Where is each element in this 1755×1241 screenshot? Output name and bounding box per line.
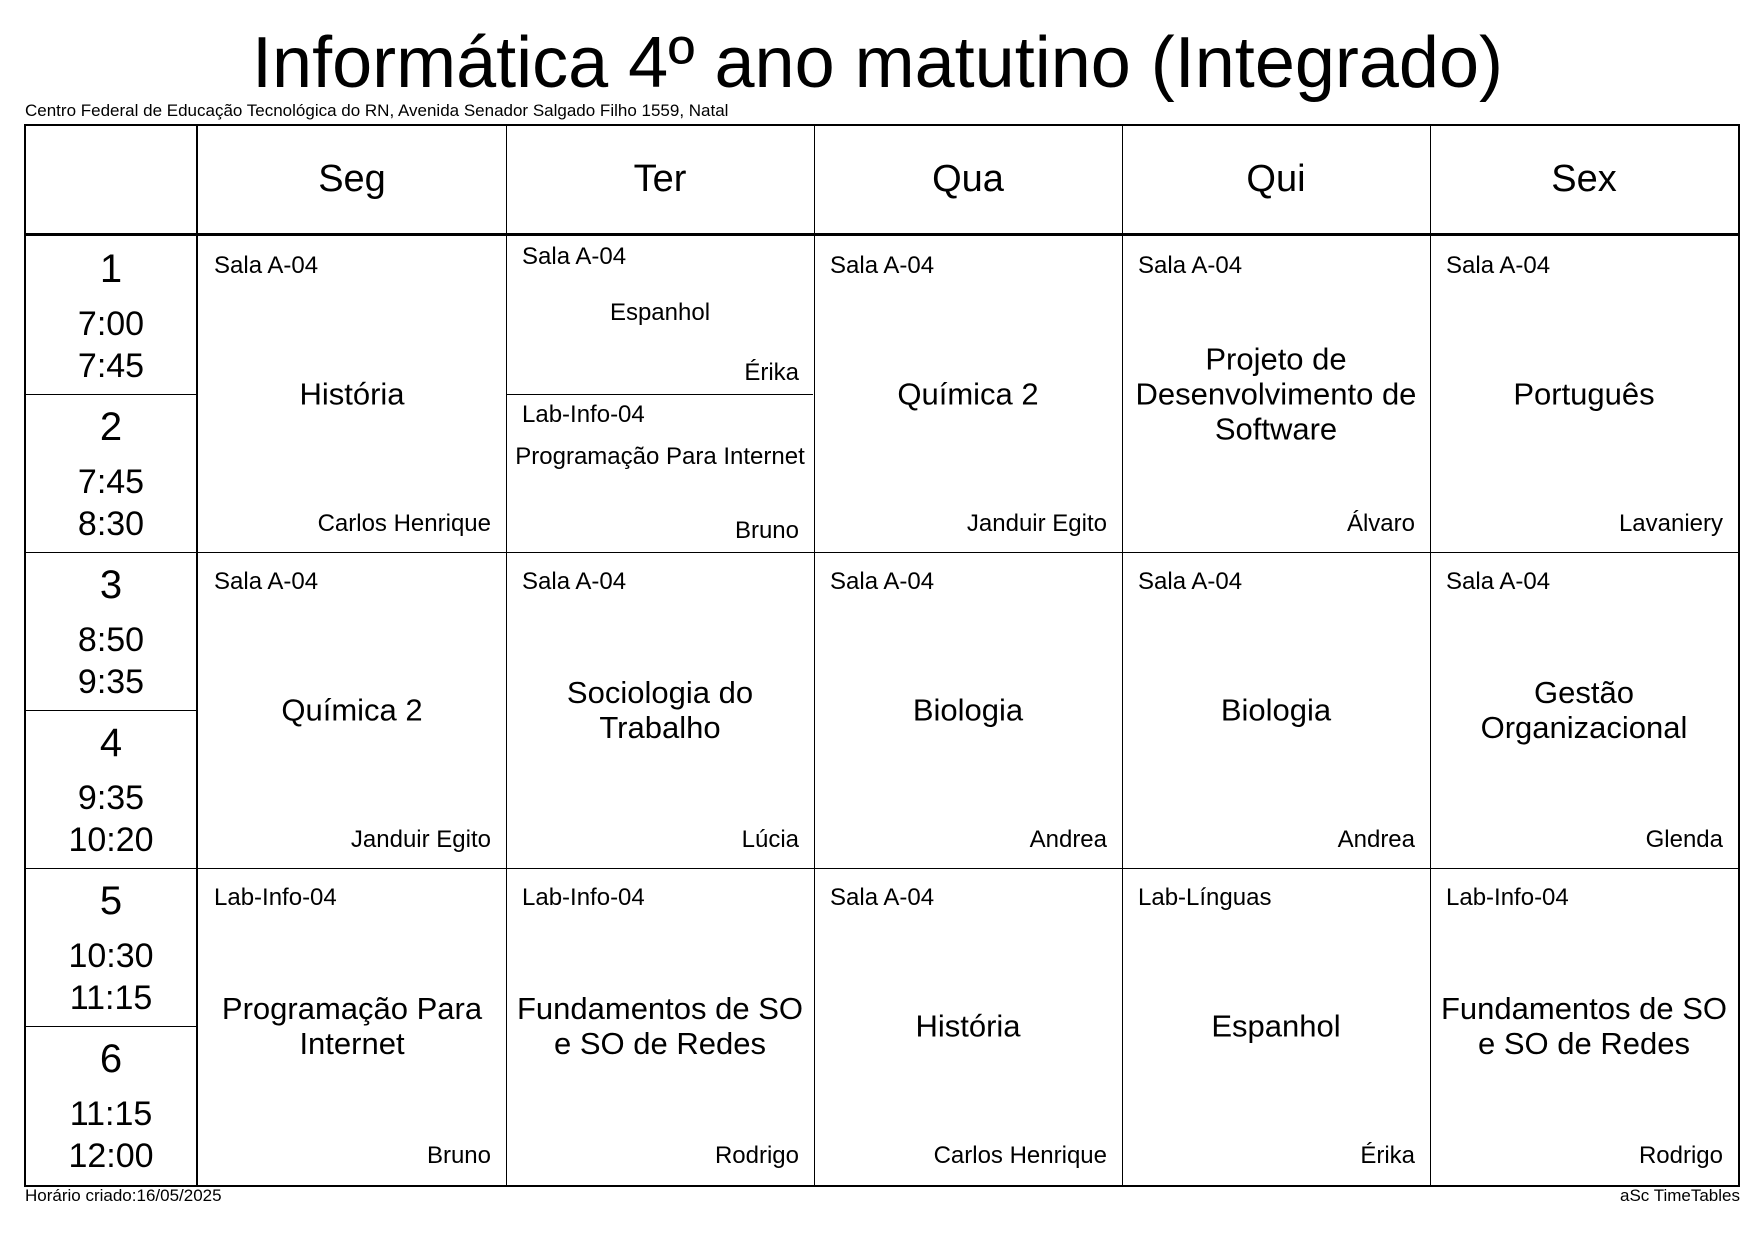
lesson-cell xyxy=(507,395,813,552)
teacher-label: Rodrigo xyxy=(714,1142,799,1169)
lesson-cell xyxy=(815,237,1121,551)
lesson-cell xyxy=(815,869,1121,1183)
period-start-time: 8:50 xyxy=(77,621,145,659)
teacher-label: Carlos Henrique xyxy=(933,1142,1107,1169)
period-label xyxy=(26,394,196,552)
teacher-label: Lúcia xyxy=(741,826,799,853)
lesson-cell xyxy=(1431,553,1737,867)
room-label: Sala A-04 xyxy=(830,252,935,279)
period-end-time: 10:20 xyxy=(68,821,154,859)
period-number: 3 xyxy=(99,563,123,607)
period-label xyxy=(26,710,196,868)
room-label: Sala A-04 xyxy=(830,884,935,911)
day-header-4: Qui xyxy=(1246,158,1306,200)
lesson-cell xyxy=(1123,869,1429,1183)
subject-label: Espanhol xyxy=(1211,1008,1341,1044)
teacher-label: Andrea xyxy=(1029,826,1107,853)
period-label xyxy=(26,552,196,710)
subject-label: Biologia xyxy=(1220,692,1332,728)
subject-label: Espanhol xyxy=(609,299,711,326)
room-label: Lab-Info-04 xyxy=(1446,884,1569,911)
period-end-time: 7:45 xyxy=(77,347,145,385)
subject-label: História xyxy=(915,1008,1021,1044)
lesson-cell xyxy=(507,869,813,1183)
period-number: 2 xyxy=(99,405,123,449)
room-label: Sala A-04 xyxy=(214,568,319,595)
lesson-cell xyxy=(1123,237,1429,551)
teacher-label: Carlos Henrique xyxy=(317,510,491,537)
period-start-time: 7:00 xyxy=(77,305,145,343)
period-end-time: 11:15 xyxy=(69,979,153,1017)
day-header-2: Ter xyxy=(633,158,687,200)
room-label: Sala A-04 xyxy=(1138,568,1243,595)
timetable-grid xyxy=(24,124,1740,1187)
room-label: Lab-Línguas xyxy=(1138,884,1272,911)
teacher-label: Glenda xyxy=(1645,826,1723,853)
period-start-time: 7:45 xyxy=(77,463,145,501)
teacher-label: Rodrigo xyxy=(1638,1142,1723,1169)
lesson-cell xyxy=(1123,553,1429,867)
teacher-label: Bruno xyxy=(734,517,799,544)
room-label: Sala A-04 xyxy=(1446,568,1551,595)
period-number: 6 xyxy=(99,1037,123,1081)
room-label: Sala A-04 xyxy=(214,252,319,279)
lesson-cell xyxy=(199,237,505,551)
subject-label: Projeto de Desenvolvimento de Software xyxy=(1135,341,1417,447)
subject-label: Fundamentos de SO e SO de Redes xyxy=(516,991,804,1061)
lesson-cell xyxy=(1431,869,1737,1183)
lesson-cell xyxy=(507,553,813,867)
lesson-cell xyxy=(199,869,505,1183)
period-label xyxy=(26,1026,196,1184)
period-number: 1 xyxy=(99,247,123,291)
lesson-cell xyxy=(507,237,813,394)
room-label: Sala A-04 xyxy=(522,568,627,595)
period-start-time: 11:15 xyxy=(69,1095,153,1133)
teacher-label: Lavaniery xyxy=(1618,510,1723,537)
page-title: Informática 4º ano matutino (Integrado) xyxy=(252,23,1503,103)
created-date: Horário criado:16/05/2025 xyxy=(25,1186,222,1205)
header-divider xyxy=(26,233,1738,236)
subject-label: Gestão Organizacional xyxy=(1480,675,1688,745)
room-label: Sala A-04 xyxy=(830,568,935,595)
day-header-1: Seg xyxy=(318,158,386,200)
period-label xyxy=(26,236,196,394)
subject-label: Química 2 xyxy=(897,376,1039,412)
teacher-label: Érika xyxy=(744,359,799,386)
day-header-5: Sex xyxy=(1551,158,1617,200)
period-label xyxy=(26,868,196,1026)
teacher-label: Janduir Egito xyxy=(966,510,1107,537)
teacher-label: Janduir Egito xyxy=(350,826,491,853)
period-number: 5 xyxy=(99,879,123,923)
teacher-label: Andrea xyxy=(1337,826,1415,853)
period-end-time: 9:35 xyxy=(77,663,145,701)
teacher-label: Bruno xyxy=(426,1142,491,1169)
day-header-3: Qua xyxy=(932,158,1004,200)
lesson-cell xyxy=(815,553,1121,867)
school-address: Centro Federal de Educação Tecnológica do RN, Avenida Senador Salgado Filho 1559, Natal xyxy=(25,101,729,120)
lesson-cell xyxy=(1431,237,1737,551)
room-label: Lab-Info-04 xyxy=(522,884,645,911)
subject-label: História xyxy=(299,376,405,412)
brand-label: aSc TimeTables xyxy=(1620,1186,1740,1205)
room-label: Lab-Info-04 xyxy=(522,401,645,428)
period-start-time: 10:30 xyxy=(68,937,154,975)
column-divider xyxy=(196,126,198,1185)
subject-label: Biologia xyxy=(912,692,1024,728)
period-end-time: 8:30 xyxy=(77,505,145,543)
subject-label: Sociologia do Trabalho xyxy=(566,675,754,745)
period-end-time: 12:00 xyxy=(68,1137,154,1175)
subject-label: Química 2 xyxy=(281,692,423,728)
period-number: 4 xyxy=(99,721,123,765)
lesson-cell xyxy=(199,553,505,867)
teacher-label: Álvaro xyxy=(1346,510,1415,537)
room-label: Sala A-04 xyxy=(522,243,627,270)
subject-label: Português xyxy=(1513,376,1655,412)
subject-label: Programação Para Internet xyxy=(515,443,805,470)
room-label: Sala A-04 xyxy=(1138,252,1243,279)
period-start-time: 9:35 xyxy=(77,779,145,817)
teacher-label: Érika xyxy=(1360,1142,1415,1169)
room-label: Lab-Info-04 xyxy=(214,884,337,911)
subject-label: Programação Para Internet xyxy=(221,991,483,1061)
room-label: Sala A-04 xyxy=(1446,252,1551,279)
subject-label: Fundamentos de SO e SO de Redes xyxy=(1440,991,1728,1061)
